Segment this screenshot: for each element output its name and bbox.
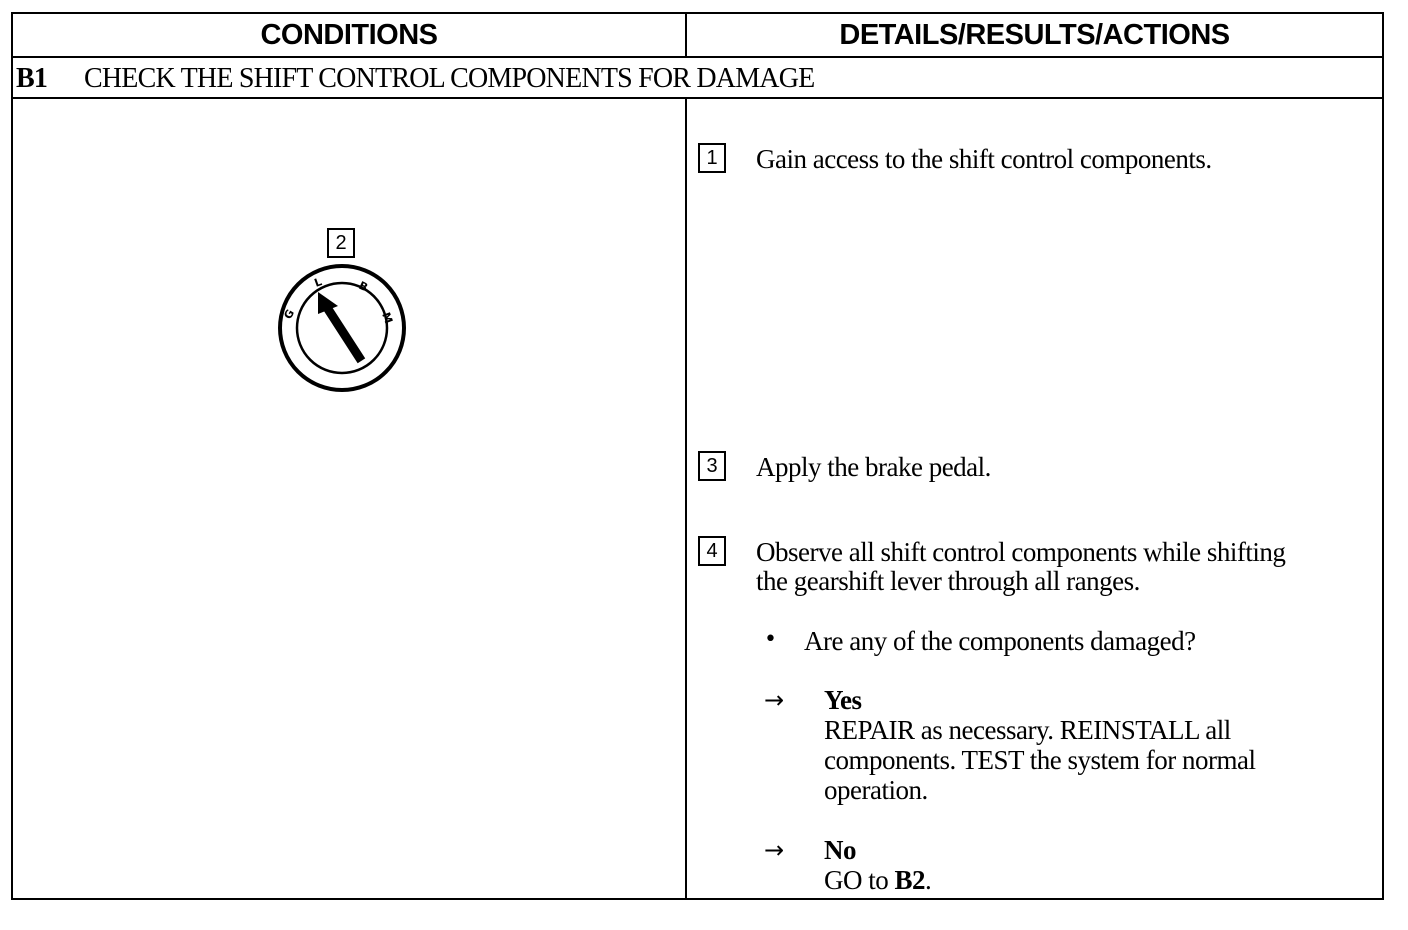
arrow-right-icon: →: [764, 686, 785, 714]
question-text: Are any of the components damaged?: [804, 626, 1196, 656]
column-divider: [685, 12, 687, 900]
details-header: DETAILS/RESULTS/ACTIONS: [839, 18, 1230, 51]
yes-text-line1: REPAIR as necessary. REINSTALL all: [824, 715, 1231, 745]
section-title-row: [16, 60, 814, 98]
step-2-badge: 2: [327, 228, 355, 258]
step-1-text: Gain access to the shift control components.: [756, 144, 1212, 174]
conditions-header: CONDITIONS: [260, 18, 438, 51]
yes-label: Yes: [824, 685, 862, 715]
dial-pointer: [318, 292, 359, 357]
dial-label-m: M: [379, 310, 396, 326]
section-title: CHECK THE SHIFT CONTROL COMPONENTS FOR DAMAGE: [84, 63, 815, 94]
dial-label-g: G: [281, 307, 298, 322]
ignition-dial-icon: [276, 262, 408, 394]
go-to-b2-link[interactable]: B2: [894, 865, 926, 895]
yes-text-line2: components. TEST the system for normal: [824, 745, 1256, 775]
step-3-text: Apply the brake pedal.: [756, 452, 991, 482]
section-id: B1: [16, 63, 48, 94]
bullet-icon: •: [764, 627, 777, 652]
no-label: No: [824, 835, 856, 865]
step-3-badge: 3: [698, 451, 726, 481]
header-divider: [11, 56, 1384, 58]
no-text: [824, 866, 931, 895]
no-prefix: GO to: [824, 865, 895, 895]
step-4-badge: 4: [698, 536, 726, 566]
step-4-text-line1: Observe all shift control components while shifting: [756, 537, 1286, 567]
step-1-badge: 1: [698, 143, 726, 173]
arrow-right-icon: →: [764, 836, 785, 864]
yes-text-line3: operation.: [824, 775, 928, 805]
no-suffix: .: [925, 865, 932, 895]
dial-label-b: B: [356, 278, 370, 295]
dial-label-l: L: [312, 275, 324, 290]
step-4-text-line2: the gearshift lever through all ranges.: [756, 566, 1140, 596]
